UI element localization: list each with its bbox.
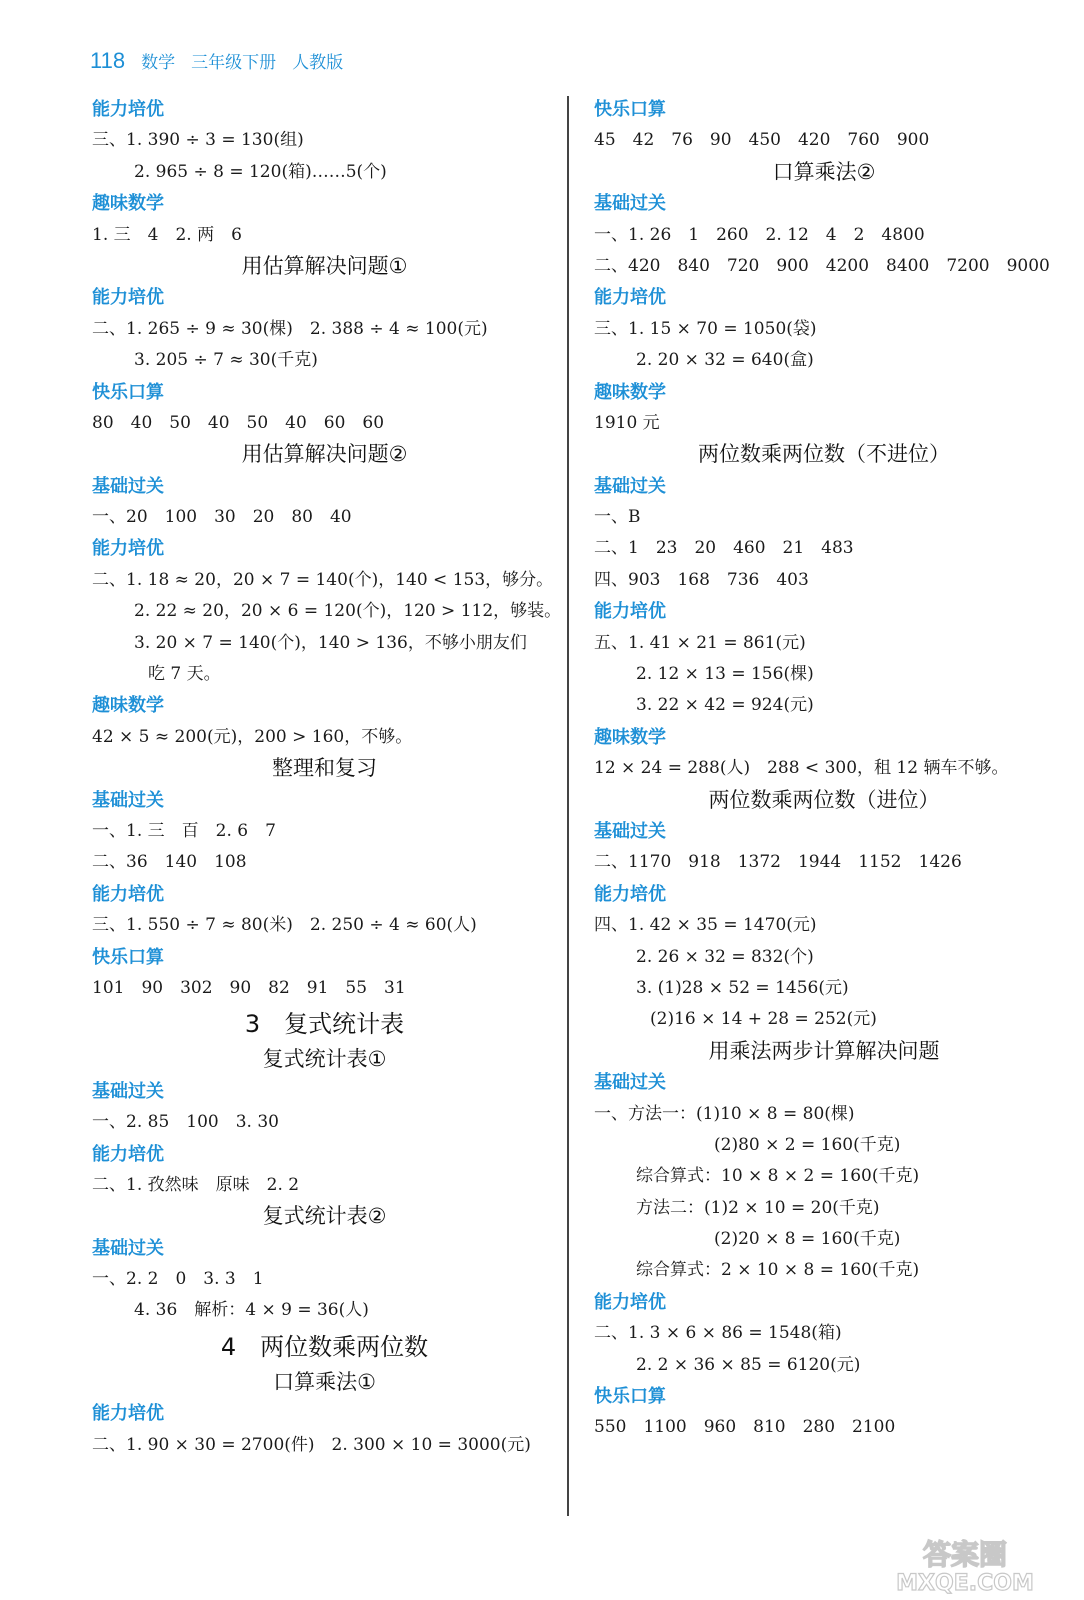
answer-line: 二、36 140 108 <box>92 852 247 873</box>
answer-line: 二、1. 3 × 6 × 86 = 1548(箱) <box>594 1323 842 1344</box>
answer-line: 3. (1)28 × 52 = 1456(元) <box>636 977 849 998</box>
lesson-title: 复式统计表② <box>262 1204 387 1229</box>
answer-line: 12 × 24 = 288(人) 288 < 300，租 12 辆车不够。 <box>594 758 1009 779</box>
section-label: 基础过关 <box>594 820 666 842</box>
answer-line: 550 1100 960 810 280 2100 <box>594 1417 896 1438</box>
section-label: 快乐口算 <box>594 1386 666 1408</box>
answer-line: 一、2. 2 0 3. 3 1 <box>92 1269 264 1290</box>
answer-line: 三、1. 390 ÷ 3 = 130(组) <box>92 130 304 151</box>
lesson-title: 复式统计表① <box>262 1047 387 1072</box>
lesson-title: 用乘法两步计算解决问题 <box>708 1038 940 1063</box>
answer-line: 二、1170 918 1372 1944 1152 1426 <box>594 852 962 873</box>
section-label: 趣味数学 <box>92 193 164 215</box>
grade-label: 三年级下册 <box>191 53 277 73</box>
lesson-title: 两位数乘两位数（进位） <box>708 787 940 812</box>
answer-line: 一、1. 三 百 2. 6 7 <box>92 820 276 841</box>
answer-line: 一、方法一：(1)10 × 8 = 80(棵) <box>594 1103 855 1124</box>
answer-line: 45 42 76 90 450 420 760 900 <box>594 130 930 151</box>
section-label: 能力培优 <box>594 287 666 309</box>
section-label: 能力培优 <box>92 99 164 120</box>
section-label: 基础过关 <box>594 1072 666 1094</box>
left-answer-column <box>92 94 562 1461</box>
unit-title: 4 两位数乘两位数 <box>220 1332 429 1361</box>
section-label: 快乐口算 <box>92 946 164 968</box>
section-label: 基础过关 <box>92 1080 164 1102</box>
answer-line: 2. 26 × 32 = 832(个) <box>636 946 814 967</box>
answer-line: 二、1. 18 ≈ 20，20 × 7 = 140(个)，140 < 153，够分。 <box>92 569 554 590</box>
lesson-title: 用估算解决问题② <box>241 442 408 467</box>
lesson-title: 用估算解决问题① <box>241 253 408 278</box>
section-label: 能力培优 <box>92 538 164 560</box>
answer-line: 3. 22 × 42 = 924(元) <box>636 695 814 716</box>
answer-line: 综合算式：10 × 8 × 2 = 160(千克) <box>636 1166 920 1187</box>
unit-title: 3 复式统计表 <box>244 1010 405 1039</box>
answer-line: 42 × 5 ≈ 200(元)，200 > 160，不够。 <box>92 726 413 747</box>
section-label: 快乐口算 <box>594 99 666 120</box>
section-label: 趣味数学 <box>594 381 666 403</box>
answer-line: 4. 36 解析：4 × 9 = 36(人) <box>134 1300 369 1321</box>
section-label: 能力培优 <box>92 1403 164 1425</box>
answer-line: 2. 20 × 32 = 640(盒) <box>636 350 814 371</box>
answer-line: 3. 20 × 7 = 140(个)，140 > 136，不够小朋友们 <box>134 632 527 653</box>
answer-line: 一、20 100 30 20 80 40 <box>92 507 352 528</box>
answer-line: 吃 7 天。 <box>148 664 221 685</box>
answer-line: (2)16 × 14 + 28 = 252(元) <box>650 1009 877 1030</box>
page-header <box>90 48 343 78</box>
section-label: 快乐口算 <box>92 381 164 403</box>
answer-line: 五、1. 41 × 21 = 861(元) <box>594 632 806 653</box>
answer-line: 二、1. 265 ÷ 9 ≈ 30(棵) 2. 388 ÷ 4 ≈ 100(元) <box>92 318 488 339</box>
watermark-logo <box>870 1534 1060 1596</box>
section-label: 能力培优 <box>92 883 164 905</box>
answer-line: 二、1 23 20 460 21 483 <box>594 538 854 559</box>
column-divider <box>567 96 569 1516</box>
lesson-title: 整理和复习 <box>272 756 377 781</box>
watermark-text-top: 答案圈 <box>922 1538 1008 1571</box>
answer-line: 三、1. 15 × 70 = 1050(袋) <box>594 318 817 339</box>
section-label: 基础过关 <box>594 475 666 497</box>
edition-label: 人教版 <box>292 53 344 73</box>
answer-line: (2)80 × 2 = 160(千克) <box>714 1134 901 1155</box>
answer-line: 2. 12 × 13 = 156(棵) <box>636 664 814 685</box>
answer-line: 101 90 302 90 82 91 55 31 <box>92 977 406 998</box>
right-answer-column <box>594 94 1054 1444</box>
answer-line: 3. 205 ÷ 7 ≈ 30(千克) <box>134 350 318 371</box>
answer-line: 2. 22 ≈ 20，20 × 6 = 120(个)，120 > 112，够装。 <box>134 601 562 622</box>
section-label: 基础过关 <box>92 1237 164 1259</box>
answer-line: (2)20 × 8 = 160(千克) <box>714 1229 901 1250</box>
section-label: 基础过关 <box>594 193 666 215</box>
answer-line: 综合算式：2 × 10 × 8 = 160(千克) <box>636 1260 920 1281</box>
answer-line: 2. 2 × 36 × 85 = 6120(元) <box>636 1354 861 1375</box>
answer-line: 一、2. 85 100 3. 30 <box>92 1112 279 1133</box>
section-label: 能力培优 <box>92 287 164 309</box>
answer-line: 四、903 168 736 403 <box>594 569 809 590</box>
answer-line: 方法二：(1)2 × 10 = 20(千克) <box>636 1197 880 1218</box>
answer-line: 80 40 50 40 50 40 60 60 <box>92 412 385 433</box>
answer-line: 四、1. 42 × 35 = 1470(元) <box>594 915 817 936</box>
section-label: 趣味数学 <box>92 695 164 717</box>
answer-line: 一、B <box>594 507 641 528</box>
section-label: 基础过关 <box>92 475 164 497</box>
subject-label: 数学 <box>141 53 176 73</box>
lesson-title: 口算乘法① <box>273 1369 376 1394</box>
lesson-title: 口算乘法② <box>772 159 876 184</box>
section-label: 能力培优 <box>594 883 666 905</box>
section-label: 能力培优 <box>594 601 666 623</box>
answer-line: 三、1. 550 ÷ 7 ≈ 80(米) 2. 250 ÷ 4 ≈ 60(人) <box>92 915 477 936</box>
lesson-title: 两位数乘两位数（不进位） <box>698 442 950 467</box>
answer-line: 二、420 840 720 900 4200 8400 7200 9000 <box>594 255 1050 276</box>
answer-line: 1910 元 <box>594 412 660 433</box>
page-number: 118 <box>90 48 126 73</box>
section-label: 能力培优 <box>92 1143 164 1165</box>
answer-line: 二、1. 90 × 30 = 2700(件) 2. 300 × 10 = 3000(元) <box>92 1434 531 1455</box>
answer-line: 1. 三 4 2. 两 6 <box>92 224 242 245</box>
answer-line: 二、1. 孜然味 原味 2. 2 <box>92 1174 300 1195</box>
section-label: 能力培优 <box>594 1291 666 1313</box>
section-label: 趣味数学 <box>594 726 666 748</box>
answer-line: 一、1. 26 1 260 2. 12 4 2 4800 <box>594 224 925 245</box>
answer-line: 2. 965 ÷ 8 = 120(箱)……5(个) <box>134 161 387 182</box>
watermark-text-bottom: MXQE.COM <box>896 1571 1034 1596</box>
section-label: 基础过关 <box>92 789 164 811</box>
